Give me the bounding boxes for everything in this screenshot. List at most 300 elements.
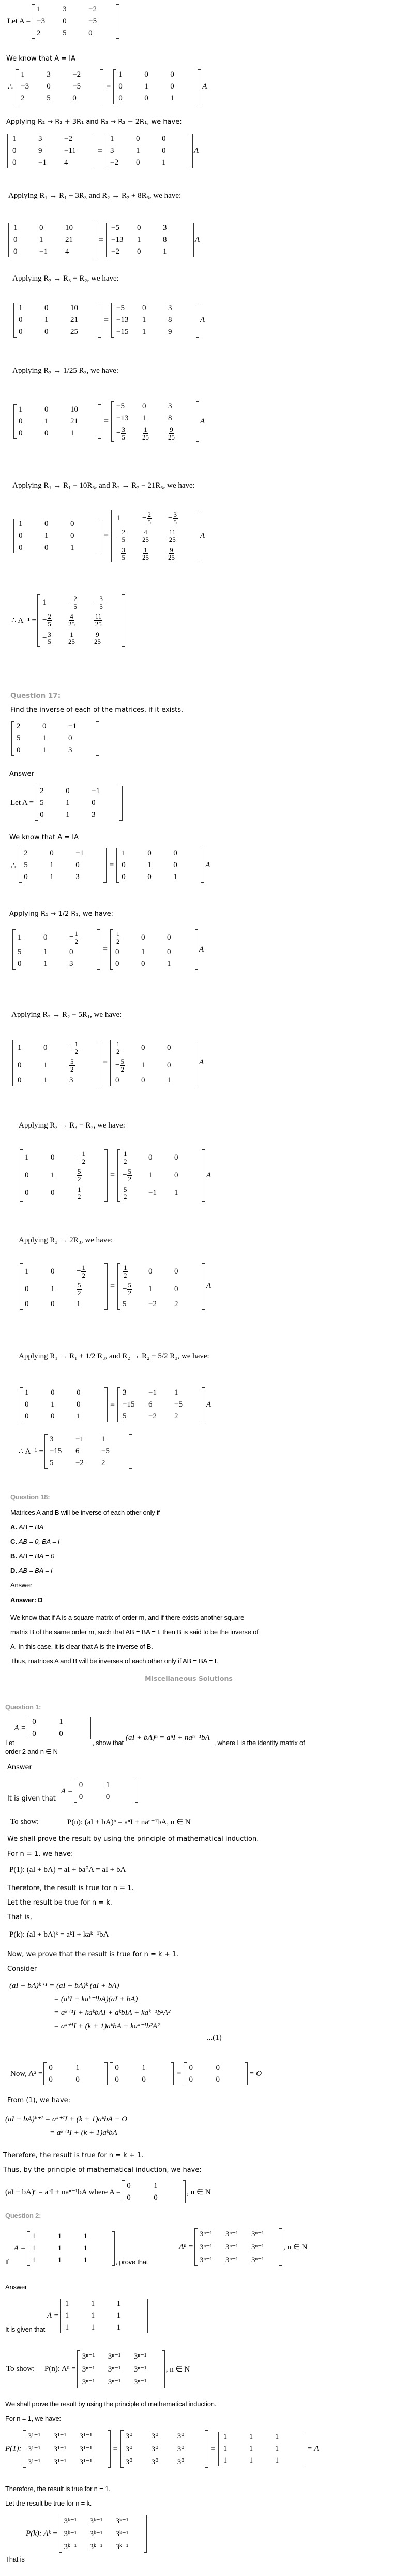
induction-text: We shall prove the result by using the principle of mathematical induction. <box>7 1835 259 1843</box>
expansion-line: = aᵏ⁺¹I + (k + 1)aᵏbA <box>50 2129 117 2137</box>
matrix-cell: 21 <box>70 316 78 324</box>
matrix-cell: 3¹⁻¹ <box>27 2445 41 2453</box>
q16-let-a <box>7 4 120 39</box>
matrix-cell: 1 <box>249 2433 253 2441</box>
matrix-cell: 5 <box>17 734 21 742</box>
equals-symbol: = <box>104 315 109 325</box>
inverse-label: ∴ A⁻¹ = <box>11 616 36 625</box>
matrix-cell: −2 <box>148 1299 157 1308</box>
matrix-cell: −5 <box>174 1400 183 1409</box>
let-label: Let A = <box>10 799 34 807</box>
matrix-cell: 0 <box>170 82 174 91</box>
matrix-cell: $\frac{1}{25}$ <box>68 630 75 646</box>
matrix-cell: 0 <box>44 328 49 336</box>
matrix-cell: −15 <box>123 1400 135 1409</box>
misc-q1-statement <box>5 1717 305 1747</box>
matrix-cell: 2 <box>17 722 21 730</box>
matrix-a-group <box>61 1780 139 1803</box>
matrix-cell: 0 <box>70 519 74 528</box>
matrix-cell: 3ⁿ⁻¹ <box>251 2243 264 2251</box>
matrix-a-symbol: A <box>202 82 207 91</box>
matrix-cell: 0 <box>44 543 49 552</box>
matrix-cell: 21 <box>65 236 73 244</box>
matrix-cell: 0 <box>75 861 80 869</box>
n-in-n: , n ∈ N <box>283 2243 308 2251</box>
matrix-cell: 0 <box>167 1043 171 1052</box>
matrix-cell: 1 <box>142 316 146 324</box>
question-18-explanation <box>10 1611 259 1668</box>
true-n1-text: Therefore, the result is true for n = 1. <box>5 2485 111 2493</box>
matrix-cell: 3ⁿ⁻¹ <box>251 2256 264 2264</box>
matrix-cell: 0 <box>18 960 22 969</box>
equals-a: = A <box>307 2445 319 2453</box>
matrix-cell: 0 <box>167 1061 171 1070</box>
matrix-cell: 0 <box>12 147 17 155</box>
now-a2-label: Now, A² = <box>10 2069 43 2078</box>
matrix-cell: $\frac{11}{25}$ <box>169 528 176 544</box>
answer-label: Answer <box>5 2283 27 2291</box>
matrix-cell: 0 <box>50 849 54 857</box>
right-bracket <box>100 69 103 104</box>
equals-symbol: = <box>104 417 109 426</box>
matrix-cell: 3ⁿ⁻¹ <box>225 2243 238 2251</box>
right-bracket <box>119 786 123 821</box>
pn-label: P(n): Aⁿ = <box>44 2365 76 2373</box>
matrix-cell: 3ᵏ⁻¹ <box>89 2530 103 2538</box>
matrix-cell: 3ⁿ⁻¹ <box>108 2378 121 2387</box>
matrix-cell: 2 <box>40 787 44 795</box>
q16-step5 <box>12 510 205 562</box>
matrix-cell: 1 <box>42 598 47 607</box>
matrix-cell: 0 <box>19 543 23 552</box>
matrix-cell: 0 <box>69 948 73 957</box>
matrix-cell: −2 <box>111 247 119 256</box>
matrix-cell: 2 <box>21 94 25 103</box>
right-bracket <box>129 1434 132 1469</box>
matrix-rhs <box>110 1040 198 1086</box>
matrix-cell: 1 <box>43 960 48 969</box>
n-in-n: , n ∈ N <box>165 2365 190 2374</box>
matrix-cell: −11 <box>64 147 76 155</box>
right-bracket <box>201 848 204 883</box>
matrix-cell: $\frac{1}{2}$ <box>124 1264 127 1279</box>
matrix-cell: 4 <box>65 247 69 256</box>
matrix-cell: 1 <box>173 873 177 881</box>
matrix-cell: 1 <box>37 5 41 13</box>
matrix-cell: −5 <box>72 82 81 91</box>
matrix-cell: 2 <box>101 1459 105 1467</box>
matrix-cell: 3 <box>69 960 73 969</box>
equals-symbol: = <box>106 82 111 91</box>
matrix-cell: 1 <box>51 1284 55 1293</box>
matrix-rhs <box>110 929 198 970</box>
option-c <box>10 1538 59 1552</box>
matrix-a-symbol: A <box>205 861 210 869</box>
matrix-cell: 1 <box>144 82 148 91</box>
a-squared <box>10 2062 262 2085</box>
matrix-cell: 0 <box>115 2063 119 2072</box>
right-bracket <box>171 2062 174 2085</box>
matrix-cell: 1 <box>142 2063 146 2072</box>
matrix-cell: 0 <box>42 722 47 730</box>
that-is-text: That is <box>5 2555 25 2563</box>
matrix-cell: 1 <box>19 405 23 414</box>
option-text: AB = BA = 0 <box>19 1552 54 1560</box>
matrix-cell: 3ⁿ⁻¹ <box>108 2365 121 2374</box>
equals-symbol: = <box>176 2069 182 2078</box>
matrix-cell: 0 <box>118 94 123 103</box>
matrix-cell: −15 <box>49 1447 62 1455</box>
right-bracket <box>190 134 193 168</box>
let-label: Let <box>5 1739 14 1747</box>
right-bracket <box>202 1149 205 1202</box>
matrix-cell: 1 <box>13 224 18 232</box>
misc-question-1-heading: Question 1: <box>5 1703 41 1711</box>
matrix-cell: $\frac{1}{25}$ <box>142 546 149 562</box>
option-text: AB = BA <box>19 1523 44 1531</box>
matrix-cell: 3ⁿ⁻¹ <box>133 2365 147 2374</box>
matrix-cell: 1 <box>65 2311 69 2320</box>
expansion-line: (aI + bA)ᵏ⁺¹ = (aI + bA)ᵏ (aI + bA) <box>9 1982 119 1990</box>
equals-symbol: = <box>110 1281 115 1291</box>
right-bracket <box>88 1717 91 1739</box>
expansion-block <box>9 1981 170 2035</box>
formula: (aI + bA)ⁿ = aⁿI + naⁿ⁻¹bA <box>125 1734 210 1742</box>
matrix-cell: 0 <box>25 1299 29 1308</box>
matrix-cell: 0 <box>115 948 119 957</box>
matrix-cell: 0 <box>122 861 126 869</box>
matrix-cell: 1 <box>65 2323 69 2332</box>
matrix-cell: 0 <box>115 2075 119 2084</box>
q16-step2 <box>7 223 200 257</box>
matrix-rhs <box>106 223 194 257</box>
matrix-cell: 1 <box>51 1400 55 1409</box>
matrix-cell: $\frac{9}{25}$ <box>168 546 175 562</box>
matrix-cell: 3ⁿ⁻¹ <box>200 2230 213 2238</box>
matrix-a <box>74 1780 138 1803</box>
matrix-cell: 0 <box>115 1076 119 1085</box>
matrix-cell: 1 <box>101 1435 105 1443</box>
matrix-cell: 5 <box>123 1412 127 1421</box>
matrix-cell: 0 <box>63 17 67 25</box>
matrix-cell: 6 <box>75 1447 80 1455</box>
matrix-cell: 1 <box>148 1284 153 1293</box>
p1-chain <box>5 2430 319 2468</box>
matrix-pk <box>59 2515 147 2553</box>
matrix-cell: 5 <box>40 799 44 807</box>
matrix-cell: − $\frac{1}{2}$ <box>77 1150 85 1165</box>
matrix-cell: 3ⁿ⁻¹ <box>133 2352 147 2361</box>
matrix-cell: −5 <box>111 224 119 232</box>
matrix-cell: 3ᵏ⁻¹ <box>64 2517 77 2525</box>
matrix-cell: $\frac{9}{25}$ <box>94 630 101 646</box>
matrix-cell: 1 <box>249 2445 253 2453</box>
q16-op1: Applying R₂ → R₂ + 3R₁ and R₃ → R₃ − 2R₁, we have: <box>6 118 182 126</box>
matrix-cell: − $\frac{1}{2}$ <box>69 930 78 945</box>
q16-op2: Applying R₁ → R₁ + 3R₃ and R₂ → R₂ + 8R₃, we have: <box>8 192 182 200</box>
matrix-cell: − $\frac{2}{5}$ <box>68 595 77 610</box>
matrix-p1-exp <box>23 2430 111 2468</box>
q17-op4: Applying R₃ → 2R₃, we have: <box>19 1236 113 1245</box>
a-label: A = <box>47 2311 59 2320</box>
matrix-cell: 0 <box>79 1781 83 1789</box>
q17-step3 <box>19 1149 211 1202</box>
expansion-line: = aᵏ⁺¹I + (k + 1)aᵏbA + kaᵏ⁻¹b²A² <box>54 2022 160 2030</box>
matrix-cell: 1 <box>44 531 49 540</box>
matrix-cell: 0 <box>142 402 146 411</box>
given-text: It is given that <box>5 2325 46 2333</box>
know-a-ia: We know that A = IA <box>9 833 79 841</box>
matrix-cell: 0 <box>44 429 49 437</box>
matrix-a <box>60 2299 148 2333</box>
a-label: A = <box>61 1787 73 1795</box>
know-a-ia: We know that A = IA <box>6 55 76 63</box>
matrix-cell: 0 <box>189 2075 193 2084</box>
q17-op3: Applying R₃ → R₃ − R₂, we have: <box>19 1121 125 1130</box>
matrix-given <box>11 721 99 756</box>
matrix-cell: $\frac{5}{2}$ <box>124 1185 127 1201</box>
matrix-cell: 0 <box>19 417 23 426</box>
matrix-cell: 1 <box>275 2445 279 2453</box>
matrix-cell: 0 <box>174 1267 178 1276</box>
matrix-ones <box>218 2432 306 2466</box>
q17-op2: Applying R₂ → R₂ − 5R₁, we have: <box>11 1011 122 1019</box>
matrix-cell: 0 <box>13 247 18 256</box>
matrix-cell: 0 <box>173 861 177 869</box>
matrix-cell: 3⁰ <box>125 2432 133 2440</box>
from1-text: From (1), we have: <box>7 2097 71 2104</box>
matrix-cell: 0 <box>92 799 96 807</box>
matrix-cell: 0 <box>174 1170 178 1179</box>
matrix-cell: 3 <box>123 1388 127 1397</box>
matrix-lhs <box>20 1387 108 1422</box>
matrix-cell: 10 <box>70 304 78 312</box>
p1-formula: P(1): (aI + bA) = aI + ba⁰A = aI + bA <box>9 1866 126 1874</box>
matrix-cell: 1 <box>44 417 49 426</box>
matrix-cell: 0 <box>162 147 166 155</box>
matrix-cell: 0 <box>66 787 70 795</box>
matrix-cell: 3 <box>68 746 72 754</box>
matrix-cell: −2 <box>110 158 118 167</box>
matrix-cell: 3⁰ <box>177 2432 185 2440</box>
matrix-cell: 1 <box>83 2244 88 2252</box>
matrix-cell: −2 <box>88 5 97 13</box>
matrix-cell: − $\frac{5}{2}$ <box>123 1281 131 1297</box>
matrix-cell: 0 <box>40 811 44 819</box>
matrix-factor-1 <box>43 2062 108 2085</box>
matrix-cell: 0 <box>127 2193 131 2202</box>
matrix-a-symbol: A <box>206 1282 211 1291</box>
matrix-cell: 0 <box>77 1400 81 1409</box>
matrix-cell: 3¹⁻¹ <box>53 2445 67 2453</box>
matrix-cell: −1 <box>68 722 77 730</box>
matrix-cell: 5 <box>49 1459 54 1467</box>
right-bracket <box>122 594 125 647</box>
matrix-cell: 0 <box>44 405 49 414</box>
matrix-cell: 0 <box>136 135 140 143</box>
matrix-cell: 3⁰ <box>151 2432 159 2440</box>
equation-tag: ...(1) <box>207 2033 222 2042</box>
question-18-heading: Question 18: <box>10 1493 50 1501</box>
matrix-cell: 1 <box>223 2445 228 2453</box>
q17-op5: Applying R₁ → R₁ + 1/2 R₃, and R₂ → R₂ − 5/2 R₃, we have: <box>19 1352 209 1360</box>
matrix-cell: 10 <box>65 224 73 232</box>
m2-given <box>5 2299 149 2333</box>
matrix-cell: 0 <box>51 1153 55 1162</box>
right-bracket <box>198 69 201 104</box>
matrix-a-symbol: A <box>206 1400 211 1409</box>
matrix-rhs <box>117 1149 205 1202</box>
matrix-cell: 0 <box>147 873 152 881</box>
right-bracket <box>103 848 107 883</box>
matrix-cell: 0 <box>19 531 23 540</box>
matrix-cell: $\frac{5}{2}$ <box>78 1281 81 1297</box>
matrix-lhs <box>7 134 95 168</box>
matrix-cell: 1 <box>148 1170 153 1179</box>
given-text: It is given that <box>7 1795 56 1803</box>
matrix-an <box>77 2350 165 2388</box>
thus-text: Thus, by the principle of mathematical induction, we have: <box>3 2166 202 2174</box>
option-key: D. <box>10 1567 19 1574</box>
matrix-cell: 1 <box>57 2232 62 2241</box>
matrix-cell: 0 <box>51 1189 55 1197</box>
option-text: AB = BA = I <box>19 1567 53 1574</box>
matrix-cell: 3ⁿ⁻¹ <box>133 2378 147 2387</box>
matrix-cell: − $\frac{5}{2}$ <box>115 1058 124 1073</box>
matrix-zero <box>184 2062 248 2085</box>
matrix-cell: 0 <box>44 519 49 528</box>
if-label: If <box>5 2258 9 2266</box>
matrix-cell: 0 <box>174 1284 178 1293</box>
right-bracket <box>116 4 119 39</box>
matrix-inverse <box>44 1434 132 1469</box>
matrix-cell: −2 <box>148 1412 157 1421</box>
right-bracket <box>98 404 101 439</box>
matrix-cell: 0 <box>174 1153 178 1162</box>
matrix-cell: 0 <box>189 2063 193 2072</box>
matrix-cell: 3ⁿ⁻¹ <box>251 2230 264 2238</box>
matrix-cell: 0 <box>39 224 43 232</box>
matrix-cell: 1 <box>83 2256 88 2264</box>
matrix-a-symbol: A <box>199 1058 204 1067</box>
a-label: A = <box>13 2244 26 2252</box>
matrix-cell: 0 <box>72 94 77 103</box>
matrix-cell: 1 <box>42 746 47 754</box>
matrix-cell: 0 <box>137 247 141 256</box>
matrix-cell: 3¹⁻¹ <box>79 2445 93 2453</box>
that-is-text: That is, <box>7 1913 32 1921</box>
matrix-cell: 1 <box>116 2323 121 2332</box>
matrix-cell: 0 <box>51 1299 55 1308</box>
matrix-cell: 0 <box>79 1793 83 1801</box>
equals-o: = O <box>249 2069 262 2078</box>
matrix-cell: $\frac{1}{2}$ <box>78 1185 81 1201</box>
matrix-cell: 1 <box>32 2244 36 2252</box>
matrix-cell: $\frac{1}{2}$ <box>124 1150 127 1165</box>
matrix-cell: 3⁰ <box>151 2458 159 2466</box>
option-b <box>10 1552 59 1567</box>
matrix-cell: 3ⁿ⁻¹ <box>225 2230 238 2238</box>
answer-key: Answer: D <box>10 1596 43 1604</box>
matrix-cell: 1 <box>44 316 49 324</box>
option-a <box>10 1523 59 1538</box>
matrix-cell: −13 <box>111 236 124 244</box>
matrix-a-symbol: A <box>194 147 199 155</box>
matrix-cell: 5 <box>123 1299 127 1308</box>
miscellaneous-heading: Miscellaneous Solutions <box>145 1675 233 1682</box>
matrix-cell: − $\frac{3}{5}$ <box>94 595 103 610</box>
matrix-cell: 3ⁿ⁻¹ <box>82 2365 95 2374</box>
right-bracket <box>98 303 101 338</box>
matrix-cell: 1 <box>141 948 145 957</box>
matrix-cell: 5 <box>47 94 51 103</box>
matrix-cell: − $\frac{3}{5}$ <box>42 630 51 646</box>
matrix-cell: 3¹⁻¹ <box>79 2458 93 2466</box>
let-k-text: Let the result be true for n = k. <box>5 2499 92 2507</box>
matrix-cell: 5 <box>24 861 28 869</box>
option-key: B. <box>10 1552 19 1560</box>
matrix-cell: 1 <box>59 1718 63 1726</box>
matrix-a-symbol: A <box>206 1170 211 1179</box>
matrix-cell: 0 <box>148 1267 153 1276</box>
matrix-cell: −2 <box>64 135 72 143</box>
option-key: C. <box>10 1538 19 1545</box>
prove-that-text: , prove that <box>115 2258 148 2266</box>
matrix-cell: 0 <box>141 1076 145 1085</box>
matrix-cell: 1 <box>141 1061 145 1070</box>
matrix-cell: −5 <box>116 402 125 411</box>
answer-label: Answer <box>9 770 34 778</box>
equals-symbol: = <box>103 1058 108 1067</box>
matrix-cell: 1 <box>57 2256 62 2264</box>
matrix-cell: 3ⁿ⁻¹ <box>82 2352 95 2361</box>
answer-label: Answer <box>10 1581 33 1589</box>
matrix-cell: 0 <box>43 933 48 942</box>
matrix-rhs <box>105 134 193 168</box>
right-bracket <box>104 1387 108 1422</box>
matrix-inverse <box>37 594 125 647</box>
m1-to-show <box>10 1817 191 1827</box>
matrix-cell: 1 <box>174 1189 178 1197</box>
matrix-cell: 3ᵏ⁻¹ <box>64 2543 77 2551</box>
pk-formula: P(k): (aI + bA)ᵏ = aᵏI + kaᵏ⁻¹bA <box>9 1930 109 1939</box>
matrix-cell: 0 <box>68 734 72 742</box>
induction-text: We shall prove the result by using the principle of mathematical induction. <box>5 2400 217 2408</box>
right-bracket <box>98 519 101 553</box>
matrix-cell: −1 <box>148 1388 157 1397</box>
matrix-lhs <box>16 69 103 104</box>
matrix-cell: 1 <box>136 147 140 155</box>
matrix-a-symbol: A <box>200 531 205 540</box>
matrix-cell: $\frac{4}{25}$ <box>68 612 75 628</box>
matrix-cell: 1 <box>116 2311 121 2320</box>
matrix-cell: −5 <box>101 1447 110 1455</box>
matrix-a-symbol: A <box>195 236 200 244</box>
right-bracket <box>196 401 199 442</box>
matrix-cell: 0 <box>147 849 152 857</box>
expansion-line: = (aᵏI + kaᵏ⁻¹bA)(aI + bA) <box>54 1995 138 2003</box>
matrix-cell: 1 <box>25 1267 29 1276</box>
consider-text: Consider <box>7 1965 37 1973</box>
matrix-cell: 2 <box>24 849 28 857</box>
matrix-cell: −1 <box>148 1189 157 1197</box>
matrix-cell: 1 <box>50 873 54 881</box>
matrix-cell: 0 <box>17 746 21 754</box>
equals-symbol: = <box>103 945 108 954</box>
right-bracket <box>191 223 194 257</box>
option-d <box>10 1567 59 1581</box>
matrix-cell: 0 <box>216 2063 220 2072</box>
